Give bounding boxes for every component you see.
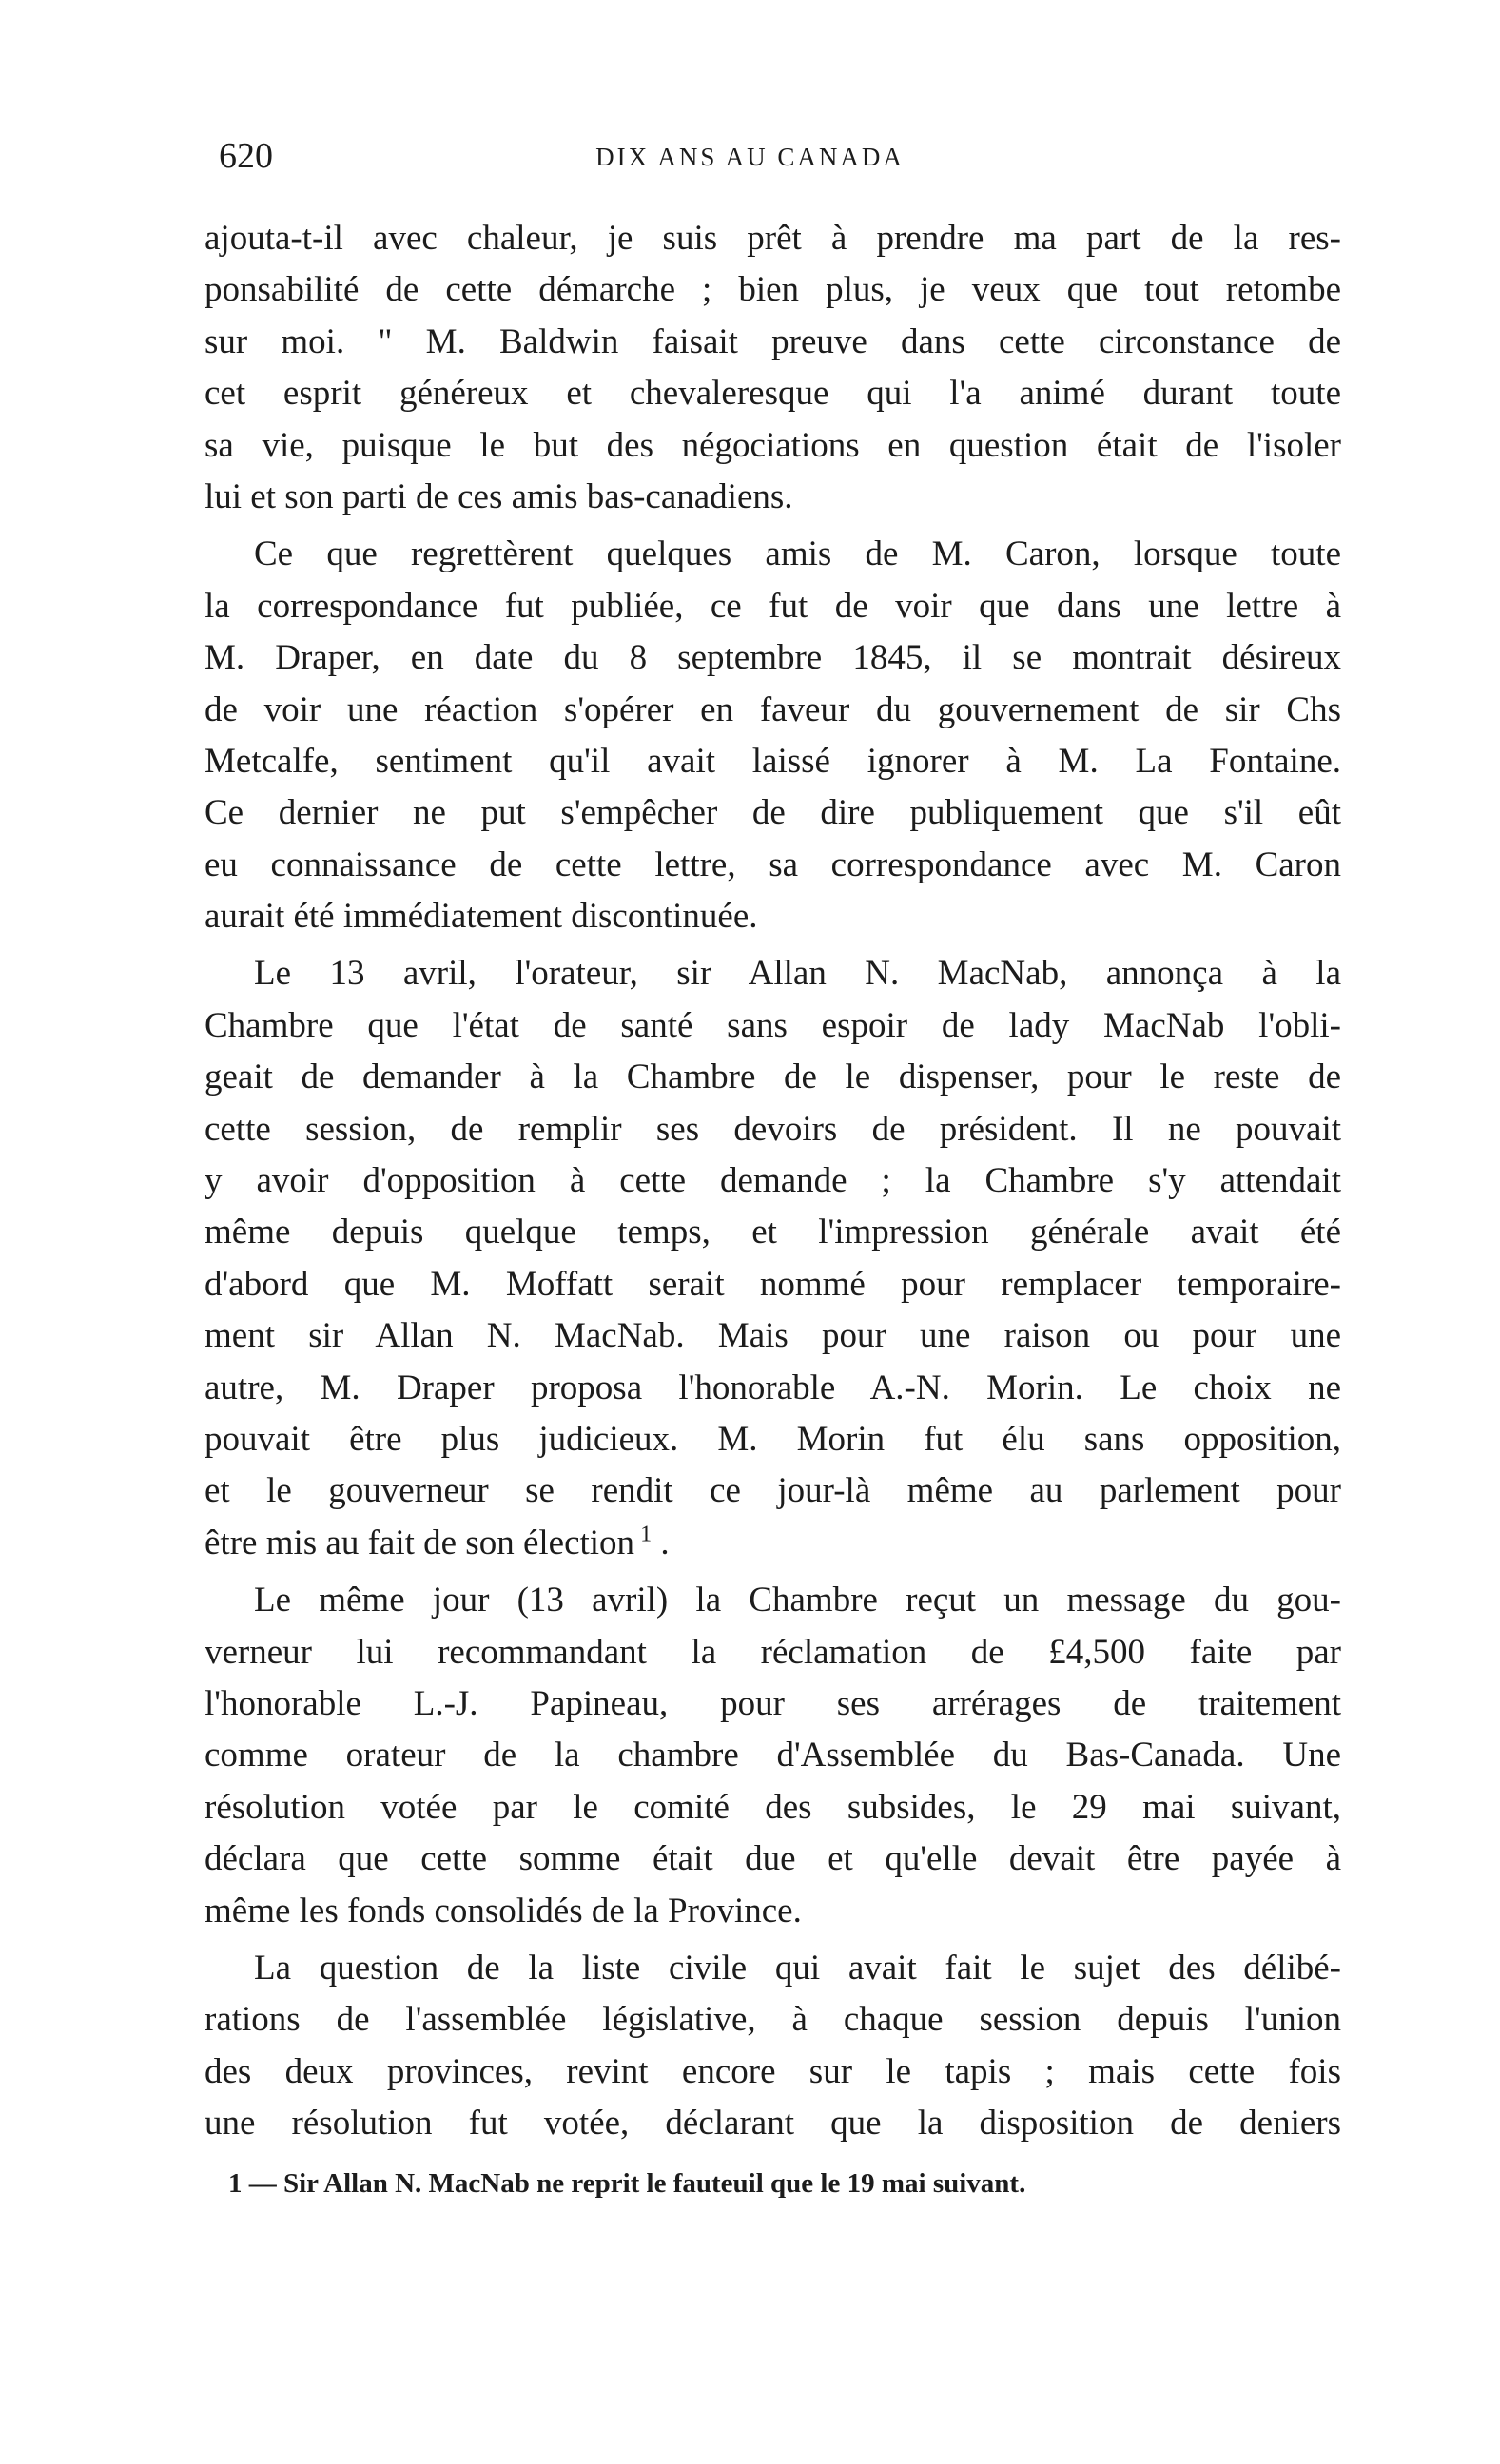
text-line: Le même jour (13 avril) la Chambre reçut un message du gou- xyxy=(254,1581,1341,1620)
page-number: 620 xyxy=(219,136,273,176)
text-line: déclara que cette somme était due et qu'elle devait être payée à xyxy=(205,1839,1341,1879)
text-line: sa vie, puisque le but des négociations en question était de l'isoler xyxy=(205,425,1341,465)
text-line: geait de demander à la Chambre de le dispenser, pour le reste de xyxy=(205,1057,1341,1097)
text-line: ajouta-t-il avec chaleur, je suis prêt à prendre ma part de la res- xyxy=(205,219,1341,258)
text-line: une résolution fut votée, déclarant que la disposition de deniers xyxy=(205,2104,1341,2144)
text-line: cette session, de remplir ses devoirs de président. Il ne pouvait xyxy=(205,1109,1341,1149)
text-line: d'abord que M. Moffatt serait nommé pour remplacer temporaire- xyxy=(205,1264,1341,1304)
text-line: pouvait être plus judicieux. M. Morin fut élu sans opposition, xyxy=(205,1419,1341,1459)
text-line: résolution votée par le comité des subsides, le 29 mai suivant, xyxy=(205,1787,1341,1827)
footnote: 1 — Sir Allan N. MacNab ne reprit le fauteuil que le 19 mai suivant. xyxy=(228,2168,1026,2199)
text-line: l'honorable L.-J. Papineau, pour ses arrérages de traitement xyxy=(205,1683,1341,1723)
text-line: comme orateur de la chambre d'Assemblée du Bas-Canada. Une xyxy=(205,1736,1341,1775)
text-line: ment sir Allan N. MacNab. Mais pour une raison ou pour une xyxy=(205,1316,1341,1356)
running-title: DIX ANS AU CANADA xyxy=(595,143,905,171)
paragraph xyxy=(205,529,1341,942)
text-line: être mis au fait de son élection $^1$ . xyxy=(205,1522,670,1562)
text-line: y avoir d'opposition à cette demande ; la Chambre s'y attendait xyxy=(205,1161,1341,1201)
paragraph xyxy=(205,1575,1341,1937)
running-head xyxy=(0,135,1500,192)
text-line: et le gouverneur se rendit ce jour-là même au parlement pour xyxy=(205,1471,1341,1511)
text-line: Chambre que l'état de santé sans espoir de lady MacNab l'obli- xyxy=(205,1005,1341,1045)
text-line: la correspondance fut publiée, ce fut de voir que dans une lettre à xyxy=(205,586,1341,626)
text-line: La question de la liste civile qui avait fait le sujet des délibé- xyxy=(254,1948,1341,1988)
text-line: verneur lui recommandant la réclamation de £4,500 faite par xyxy=(205,1632,1341,1672)
text-line: de voir une réaction s'opérer en faveur du gouvernement de sir Chs xyxy=(205,689,1341,729)
text-line: M. Draper, en date du 8 septembre 1845, il se montrait désireux xyxy=(205,638,1341,678)
text-line: même depuis quelque temps, et l'impression générale avait été xyxy=(205,1213,1341,1252)
text-line: Ce que regrettèrent quelques amis de M. Caron, lorsque toute xyxy=(254,534,1341,574)
text-line: ponsabilité de cette démarche ; bien plus, je veux que tout retombe xyxy=(205,270,1341,310)
text-line: rations de l'assemblée législative, à chaque session depuis l'union xyxy=(205,2000,1341,2040)
paragraph xyxy=(205,213,1341,523)
text-line: Le 13 avril, l'orateur, sir Allan N. MacNab, annonça à la xyxy=(254,954,1341,994)
text-line: Metcalfe, sentiment qu'il avait laissé ignorer à M. La Fontaine. xyxy=(205,741,1341,781)
footnote-reference[interactable]: 1 xyxy=(634,1522,653,1547)
body-text xyxy=(205,213,1341,2149)
text-line: même les fonds consolidés de la Province. xyxy=(205,1891,802,1930)
text-line: Ce dernier ne put s'empêcher de dire publiquement que s'il eût xyxy=(205,793,1341,833)
text-line: lui et son parti de ces amis bas-canadiens. xyxy=(205,476,793,516)
text-line: autre, M. Draper proposa l'honorable A.-N. Morin. Le choix ne xyxy=(205,1368,1341,1407)
paragraph xyxy=(205,948,1341,1569)
paragraph xyxy=(205,1943,1341,2150)
text-line: cet esprit généreux et chevaleresque qui l'a animé durant toute xyxy=(205,374,1341,414)
text-line: eu connaissance de cette lettre, sa correspondance avec M. Caron xyxy=(205,844,1341,884)
text-line: des deux provinces, revint encore sur le tapis ; mais cette fois xyxy=(205,2051,1341,2091)
text-line: aurait été immédiatement discontinuée. xyxy=(205,897,758,937)
text-line: sur moi. " M. Baldwin faisait preuve dans cette circonstance de xyxy=(205,321,1341,361)
